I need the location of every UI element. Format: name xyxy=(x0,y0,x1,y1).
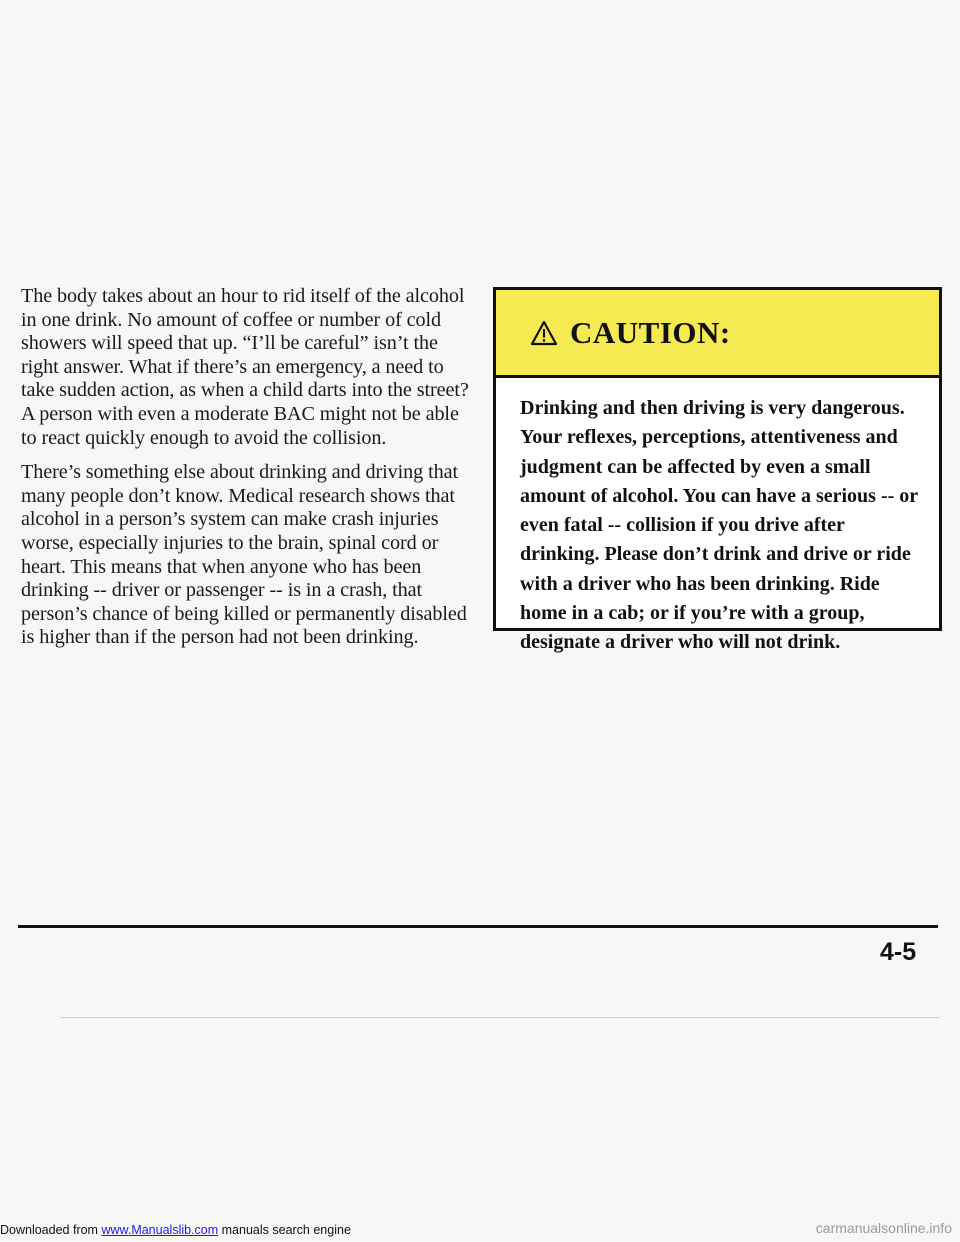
footer-rule xyxy=(18,925,938,928)
download-banner-suffix: manuals search engine xyxy=(218,1223,351,1237)
warning-triangle-icon xyxy=(530,320,558,346)
page-number: 4-5 xyxy=(880,938,917,966)
download-banner xyxy=(0,1223,351,1237)
manualslib-link[interactable]: www.Manualslib.com xyxy=(101,1223,219,1237)
caution-box xyxy=(493,287,942,654)
caution-text: Drinking and then driving is very dangerous. Your reflexes, perceptions, attentiveness and judgment can be affected by even a small amount of alcohol. You can have a serious -- or even fatal -- collision if you drive after drinking. Please don’t drink and drive or ride with a driver who has been drinking. Ride home in a cab; or if you’re with a group, designate a driver who will not drink. xyxy=(520,397,918,654)
scan-artifact-line xyxy=(60,1017,940,1018)
paragraph-crash-injuries: There’s something else about drinking and driving that many people don’t know. Medical research shows that alcohol in a person’s system can make crash injuries worse, especially injuries to the brain, spinal cord or heart. This means that when anyone who has been drinking -- driver or passenger -- is in a crash, that person’s chance of being killed or permanently disabled is higher than if the person had not been drinking. xyxy=(21,461,467,649)
caution-title: CAUTION: xyxy=(570,314,731,350)
watermark: carmanualsonline.info xyxy=(815,1220,952,1236)
caution-header xyxy=(496,290,939,378)
paragraph-alcohol-elimination: The body takes about an hour to rid itself of the alcohol in one drink. No amount of coffee or number of cold showers will speed that up. “I’ll be careful” isn’t the right answer. What if there’s an emergency, a need to take sudden action, as when a child darts into the street? A person with even a moderate BAC might not be able to react quickly enough to avoid the collision. xyxy=(21,285,469,449)
body-text-column xyxy=(21,285,471,661)
download-banner-prefix: Downloaded from xyxy=(0,1223,102,1237)
